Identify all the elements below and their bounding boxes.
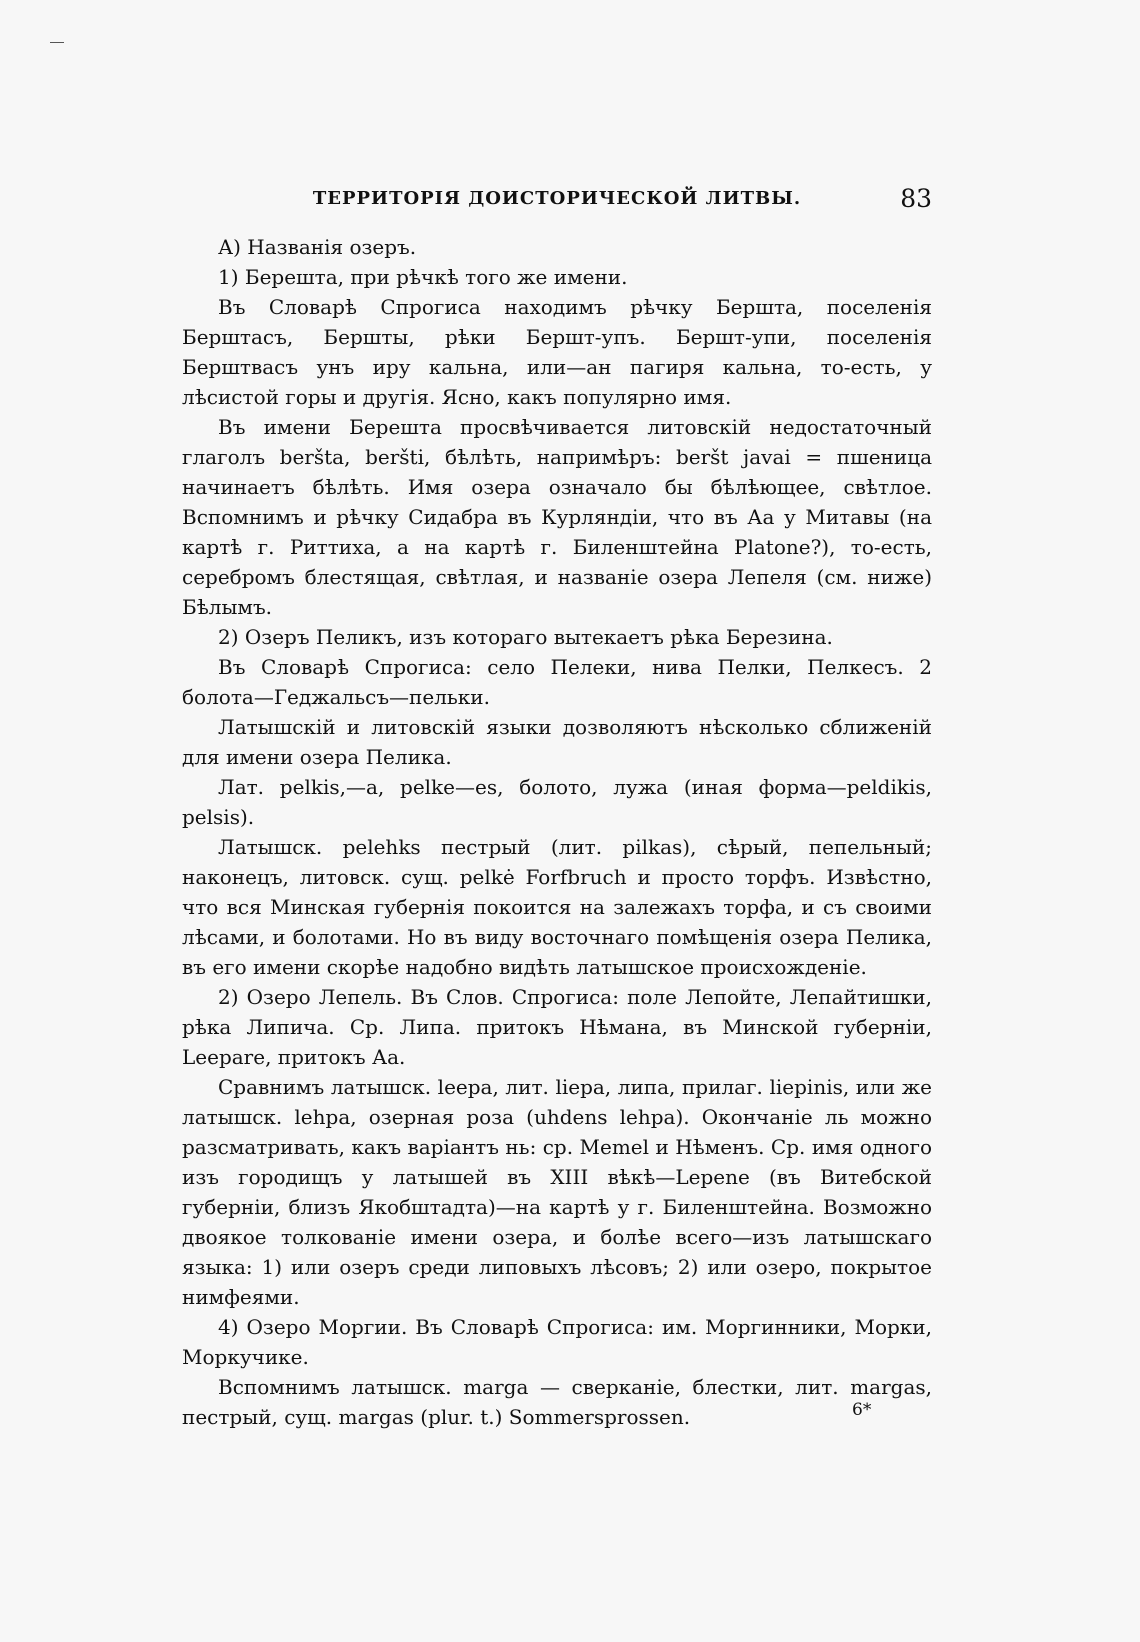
margin-mark bbox=[50, 42, 64, 43]
running-title: ТЕРРИТОРІЯ ДОИСТОРИЧЕСКОЙ ЛИТВЫ. bbox=[312, 188, 802, 209]
paragraph: Въ Словарѣ Спрогиса: село Пелеки, нива Пелки, Пелкесъ. 2 болота—Геджальсъ—пельки. bbox=[182, 655, 932, 709]
paragraph: Въ Словарѣ Спрогиса находимъ рѣчку Бершта, поселенія Берштасъ, Бершты, рѣки Бершт-упъ. Бершт-упи, поселенія Берштвасъ унъ иру кальна, или—ан пагиря кальна, то-есть, у лѣсистой горы и другія. Ясно, какъ популярно имя. bbox=[182, 295, 932, 409]
paragraph: Латышскій и литовскій языки дозволяютъ нѣсколько сближеній для имени озера Пелика. bbox=[182, 715, 932, 769]
paragraph: Въ имени Берешта просвѣчивается литовскій недостаточный глаголъ beršta, beršti, бѣлѣть, напримѣръ: beršt javai = пшеница начинаетъ бѣлѣть. Имя озера означало бы бѣлѣющее, свѣтлое. Вспомнимъ и рѣчку Сидабра въ Курляндіи, что въ Аа у Митавы (на картѣ г. Риттиха, а на картѣ г. Биленштейна Platone?), то-есть, серебромъ блестящая, свѣтлая, и названіе озера Лепеля (см. ниже) Бѣлымъ. bbox=[182, 415, 932, 619]
page-number: 83 bbox=[900, 184, 932, 213]
running-head bbox=[182, 184, 932, 228]
paragraph: Латышск. pelehks пестрый (лит. pilkas), сѣрый, пепельный; наконецъ, литовск. сущ. pelkė Forfbruch и просто торфъ. Извѣстно, что вся Минская губернія покоится на залежахъ торфа, и съ своими лѣсами, и болотами. Но въ виду восточнаго помѣщенія озера Пелика, въ его имени скорѣе надобно видѣть латышское происхожденіе. bbox=[182, 835, 932, 979]
body-text bbox=[182, 232, 932, 1432]
paragraph: Сравнимъ латышск. leepa, лит. liepa, липа, прилаг. liepinis, или же латышск. lehpa, озерная роза (uhdens lehpa). Окончаніе ль можно разсматривать, какъ варіантъ нь: ср. Memel и Нѣменъ. Ср. имя одного изъ городищъ у латышей въ XIII вѣкѣ—Lepene (въ Витебской губерніи, близъ Якобштадта)—на картѣ у г. Биленштейна. Возможно двоякое толкованіе имени озера, и болѣе всего—изъ латышскаго языка: 1) или озеръ среди липовыхъ лѣсовъ; 2) или озеро, покрытое нимфеями. bbox=[182, 1075, 932, 1309]
paragraph: 2) Озеро Лепель. Въ Слов. Спрогиса: поле Лепойте, Лепайтишки, рѣка Липича. Ср. Липа. притокъ Нѣмана, въ Минской губерніи, Leepare, притокъ Аа. bbox=[182, 985, 932, 1069]
paragraph: 4) Озеро Моргии. Въ Словарѣ Спрогиса: им. Моргинники, Морки, Моркучике. bbox=[182, 1315, 932, 1369]
section-heading: А) Названія озеръ. bbox=[218, 235, 417, 259]
paragraph: 2) Озеръ Пеликъ, изъ котораго вытекаетъ рѣка Березина. bbox=[218, 625, 833, 649]
signature-mark: 6* bbox=[852, 1400, 872, 1420]
paragraph: Вспомнимъ латышск. marga — сверканіе, блестки, лит. margas, пестрый, сущ. margas (plur. t.) Sommersprossen. bbox=[182, 1375, 932, 1429]
paragraph: Лат. pelkis,—а, pelke—es, болото, лужа (иная форма—peldikis, pelsis). bbox=[182, 775, 932, 829]
paragraph: 1) Берешта, при рѣчкѣ того же имени. bbox=[218, 265, 628, 289]
